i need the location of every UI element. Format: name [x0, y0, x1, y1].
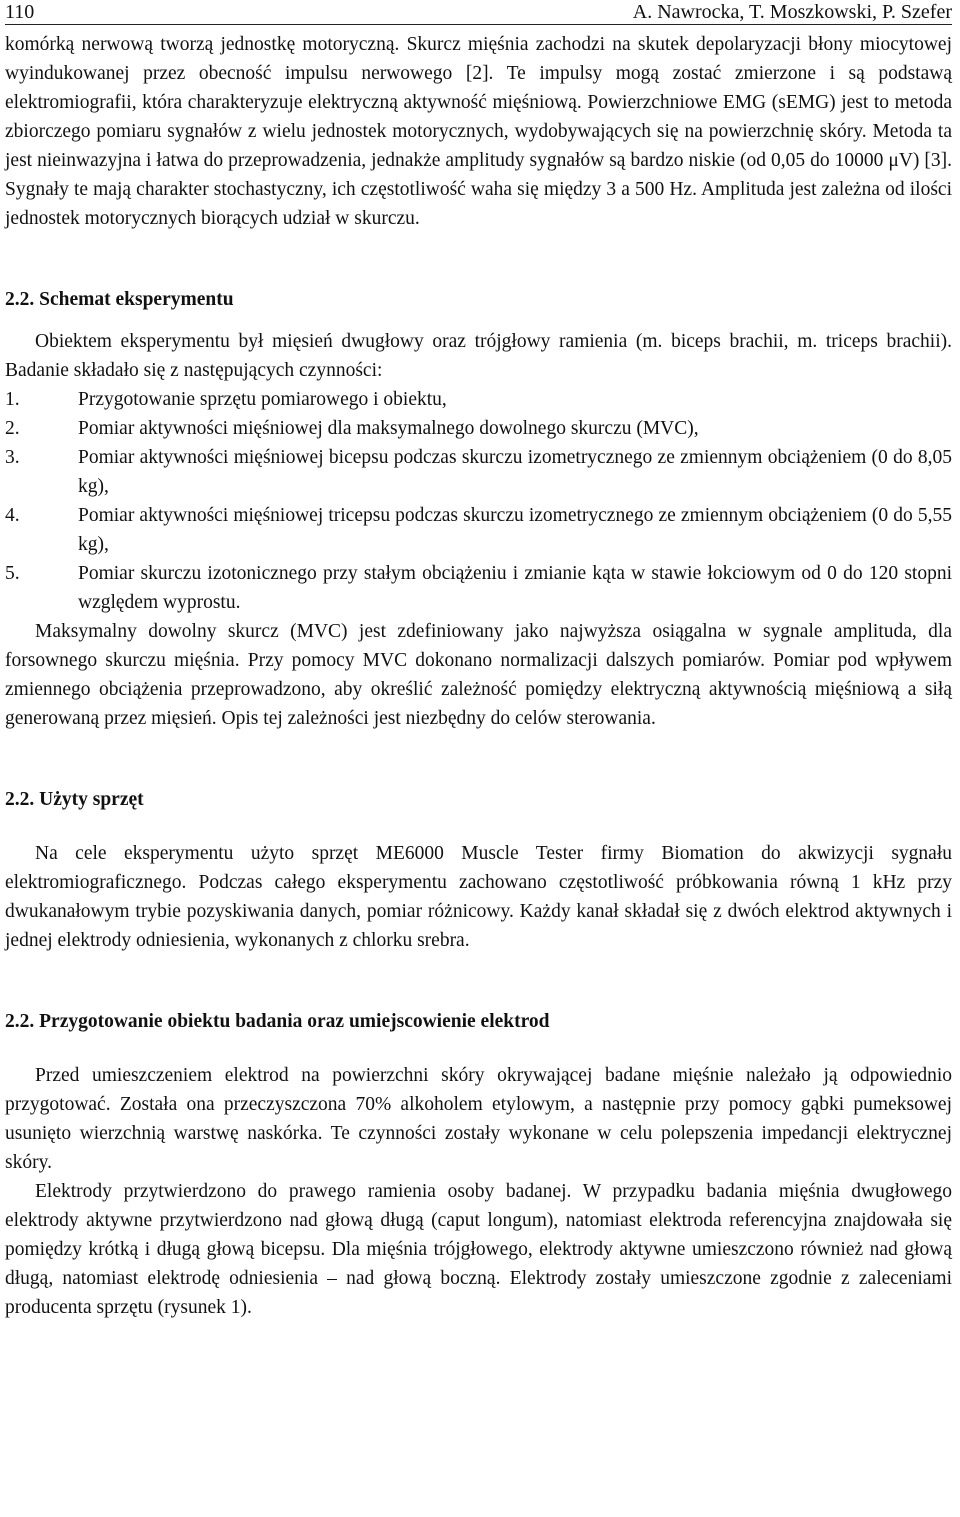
step-text: Pomiar aktywności mięśniowej dla maksymalnego dowolnego skurczu (MVC),	[78, 418, 699, 439]
step-text: Pomiar skurczu izotonicznego przy stałym obciążeniu i zmianie kąta w stawie łokciowym od 0 do 120 stopni względem wyprostu.	[78, 563, 952, 613]
equipment-paragraph: Na cele eksperymentu użyto sprzęt ME6000 Muscle Tester firmy Biomation do akwizycji sygnału elektromiograficznego. Podczas całego eksperymentu zachowano częstotliwość próbkowania równą 1 kHz przy dwukanałowym trybie pozyskiwania danych, pomiar różnicowy. Każdy kanał składał się z dwóch elektrod aktywnych i jednej elektrody odniesienia, wykonanych z chlorku srebra.	[5, 843, 952, 951]
document-page	[5, 0, 952, 1322]
step-text: Pomiar aktywności mięśniowej tricepsu podczas skurczu izometrycznego ze zmiennym obciążeniem (0 do 5,55 kg),	[78, 505, 952, 555]
mvc-paragraph: Maksymalny dowolny skurcz (MVC) jest zdefiniowany jako najwyższa osiągalna w sygnale amplituda, dla forsownego skurczu mięśnia. Przy pomocy MVC dokonano normalizacji dalszych pomiarów. Pomiar pod wpływem zmiennego obciążenia przeprowadzono, aby określić zależność pomiędzy elektryczną aktywnością mięśniową a siłą generowaną przez mięsień. Opis tej zależności jest niezbędny do celów sterowania.	[5, 621, 952, 729]
step-number: 3.	[5, 447, 20, 468]
step-number: 5.	[5, 563, 20, 584]
experiment-steps-list	[5, 385, 952, 617]
section-heading-experiment-schema: 2.2. Schemat eksperymentu	[5, 289, 234, 310]
step-text: Pomiar aktywności mięśniowej bicepsu podczas skurczu izometrycznego ze zmiennym obciążeniem (0 do 8,05 kg),	[78, 447, 952, 497]
page-number: 110	[5, 1, 35, 23]
step-number: 1.	[5, 389, 20, 410]
list-item	[5, 443, 952, 501]
authors: A. Nawrocka, T. Moszkowski, P. Szefer	[632, 1, 952, 23]
list-item	[5, 559, 952, 617]
list-item	[5, 501, 952, 559]
section-heading-preparation: 2.2. Przygotowanie obiektu badania oraz umiejscowienie elektrod	[5, 1011, 550, 1032]
experiment-lead-paragraph: Obiektem eksperymentu był mięsień dwugłowy oraz trójgłowy ramienia (m. biceps brachii, m. triceps brachii). Badanie składało się z następujących czynności:	[5, 331, 952, 381]
step-number: 4.	[5, 505, 20, 526]
list-item	[5, 385, 952, 414]
section-heading-equipment: 2.2. Użyty sprzęt	[5, 789, 144, 810]
preparation-paragraph: Przed umieszczeniem elektrod na powierzchni skóry okrywającej badane mięśnie należało ją odpowiednio przygotować. Została ona przeczyszczona 70% alkoholem etylowym, a następnie przy pomocy gąbki pumeksowej usunięto wierzchnią warstwę naskórka. Te czynności zostały wykonane w celu polepszenia impedancji elektrycznej skóry.	[5, 1065, 952, 1173]
step-number: 2.	[5, 418, 20, 439]
intro-paragraph: komórką nerwową tworzą jednostkę motoryczną. Skurcz mięśnia zachodzi na skutek depolaryzacji błony miocytowej wyindukowanej przez obecność impulsu nerwowego [2]. Te impulsy mogą zostać zmierzone i są podstawą elektromiografii, która charakteryzuje elektryczną aktywność mięśniową. Powierzchniowe EMG (sEMG) jest to metoda zbiorczego pomiaru sygnałów z wielu jednostek motorycznych, wydobywających się na powierzchnię skóry. Metoda ta jest nieinwazyjna i łatwa do przeprowadzenia, jednakże amplitudy sygnałów są bardzo niskie (od 0,05 do 10000 μV) [3]. Sygnały te mają charakter stochastyczny, ich częstotliwość waha się między 3 a 500 Hz. Amplituda jest zależna od ilości jednostek motorycznych biorących udział w skurczu.	[5, 34, 952, 229]
running-header	[5, 0, 952, 25]
step-text: Przygotowanie sprzętu pomiarowego i obiektu,	[78, 389, 447, 410]
list-item	[5, 414, 952, 443]
electrode-placement-paragraph: Elektrody przytwierdzono do prawego ramienia osoby badanej. W przypadku badania mięśnia dwugłowego elektrody aktywne przytwierdzono nad głową długą (caput longum), natomiast elektroda referencyjna znajdowała się pomiędzy krótką i długą głową bicepsu. Dla mięśnia trójgłowego, elektrody aktywne umieszczono również nad głową długą, natomiast elektrodę odniesienia – nad głową boczną. Elektrody zostały umieszczone zgodnie z zaleceniami producenta sprzętu (rysunek 1).	[5, 1181, 952, 1318]
